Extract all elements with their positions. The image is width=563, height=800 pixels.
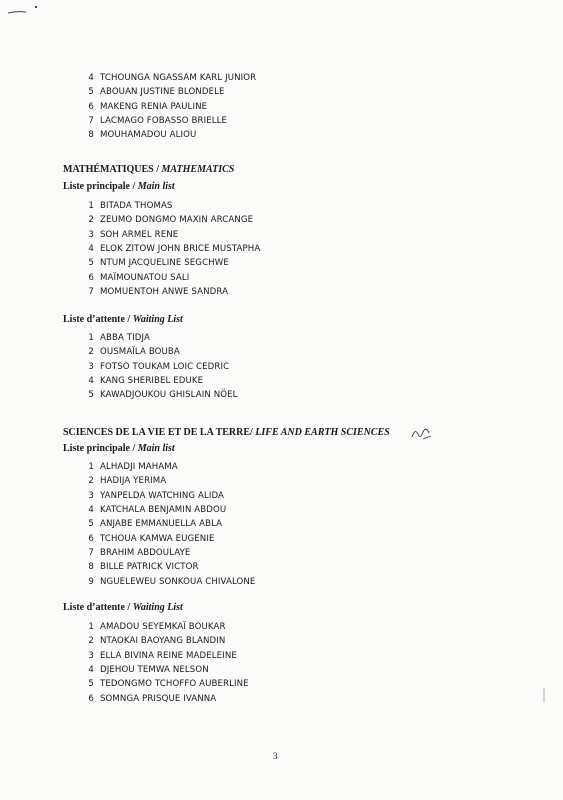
math-main-list [82, 199, 260, 299]
item-name: FOTSO TOUKAM LOIC CEDRIC [100, 361, 230, 372]
item-number: 8 [88, 562, 94, 573]
item-name: NTUM JACQUELINE SEGCHWE [100, 258, 229, 269]
item-name: ZEUMO DONGMO MAXIN ARCANGE [100, 215, 254, 226]
item-number: 5 [88, 519, 94, 530]
list-item [82, 114, 256, 128]
item-number: 1 [88, 462, 94, 472]
list-item [82, 575, 255, 589]
svt-section-title: SCIENCES DE LA VIE ET DE LA TERRE/ LIFE AND EARTH SCIENCES [63, 427, 390, 438]
item-number: 3 [88, 650, 94, 661]
item-name: SOH ARMEL RENE [100, 229, 179, 240]
item-number: 4 [88, 244, 94, 255]
list-item [82, 345, 238, 359]
list-item [82, 560, 255, 574]
item-number: 6 [88, 693, 94, 704]
list-item [82, 100, 256, 114]
list-item [82, 503, 255, 517]
svt-main-list [82, 460, 255, 589]
item-name: MOUHAMADOU ALIOU [100, 130, 197, 141]
list-item [82, 474, 255, 488]
item-number: 7 [88, 287, 94, 298]
list-item [82, 199, 260, 213]
item-name: NTAOKAI BAOYANG BLANDIN [100, 636, 226, 647]
list-item [82, 620, 249, 634]
item-name: KAWADJOUKOU GHISLAIN NÖEL [100, 390, 238, 401]
svt-waiting-list-label: Liste d’attente / Waiting List [63, 602, 183, 613]
item-number: 7 [88, 548, 94, 559]
item-name: KATCHALA BENJAMIN ABDOU [100, 505, 227, 516]
list-item [82, 374, 238, 388]
list-item [82, 692, 249, 706]
item-name: HADIJA YERIMA [100, 476, 167, 487]
item-name: AMADOU SEYEMKAÏ BOUKAR [100, 622, 226, 632]
list-item [82, 360, 238, 374]
math-main-list-label: Liste principale / Main list [63, 181, 175, 192]
list-item [82, 663, 249, 677]
item-name: TCHOUA KAMWA EUGENIE [100, 533, 215, 544]
list-item [82, 71, 256, 85]
item-number: 5 [88, 258, 94, 269]
item-name: MAÏMOUNATOU SALI [100, 272, 190, 283]
item-name: LACMAGO FOBASSO BRIELLE [100, 116, 228, 127]
item-name: OUSMAÏLA BOUBA [100, 347, 180, 358]
list-item [82, 532, 255, 546]
list-item [82, 677, 249, 691]
list-item [82, 546, 255, 560]
item-name: BITADA THOMAS [100, 201, 173, 211]
item-number: 5 [88, 87, 94, 98]
list-item [82, 128, 256, 142]
svt-main-list-label: Liste principale / Main list [63, 443, 175, 454]
item-name: ALHADJI MAHAMA [100, 462, 178, 472]
item-name: MAKENG RENIA PAULINE [100, 101, 208, 112]
item-name: DJEHOU TEMWA NELSON [100, 665, 209, 676]
item-number: 6 [88, 272, 94, 283]
item-name: BRAHIM ABDOULAYE [100, 548, 191, 559]
item-name: SOMNGA PRISQUE IVANNA [100, 693, 217, 704]
item-number: 5 [88, 390, 94, 401]
list-item [82, 460, 255, 474]
list-item [82, 271, 260, 285]
item-number: 4 [88, 505, 94, 516]
item-number: 1 [88, 622, 94, 632]
item-name: ELLA BIVINA REINE MADELEINE [100, 650, 237, 661]
handwritten-check-icon [409, 424, 435, 446]
svt-waiting-list [82, 620, 249, 706]
list-item [82, 285, 260, 299]
item-name: MOMUENTOH ANWE SANDRA [100, 287, 229, 298]
item-name: TCHOUNGA NGASSAM KARL JUNIOR [100, 73, 257, 83]
item-number: 4 [88, 73, 94, 83]
top-list [82, 71, 256, 143]
item-name: ABOUAN JUSTINE BLONDELE [100, 87, 225, 98]
list-item [82, 517, 255, 531]
item-number: 2 [88, 476, 94, 487]
item-number: 3 [88, 361, 94, 372]
item-number: 8 [88, 130, 94, 141]
scan-mark-icon [6, 2, 46, 18]
page-number: 3 [273, 751, 278, 761]
item-number: 3 [88, 229, 94, 240]
item-number: 4 [88, 665, 94, 676]
item-number: 2 [88, 636, 94, 647]
item-name: BILLE PATRICK VICTOR [100, 562, 199, 573]
item-number: 1 [88, 333, 94, 343]
item-number: 2 [88, 215, 94, 226]
item-name: ANJABE EMMANUELLA ABLA [100, 519, 223, 530]
item-number: 5 [88, 679, 94, 690]
list-item [82, 242, 260, 256]
scan-speck-icon [541, 686, 547, 706]
item-name: YANPELDA WATCHING ALIDA [100, 490, 225, 501]
item-number: 3 [88, 490, 94, 501]
math-section-title: MATHÉMATIQUES / MATHEMATICS [63, 164, 235, 175]
list-item [82, 228, 260, 242]
item-name: KANG SHERIBEL EDUKE [100, 376, 204, 387]
item-number: 7 [88, 116, 94, 127]
list-item [82, 331, 238, 345]
list-item [82, 388, 238, 402]
math-waiting-list [82, 331, 238, 403]
list-item [82, 489, 255, 503]
item-name: ELOK ZITOW JOHN BRICE MUSTAPHA [100, 244, 261, 255]
item-number: 6 [88, 101, 94, 112]
item-name: TEDONGMO TCHOFFO AUBERLINE [100, 679, 249, 690]
list-item [82, 213, 260, 227]
math-waiting-list-label: Liste d’attente / Waiting List [63, 314, 183, 325]
item-number: 1 [88, 201, 94, 211]
item-number: 9 [88, 576, 94, 587]
item-number: 6 [88, 533, 94, 544]
list-item [82, 256, 260, 270]
item-number: 2 [88, 347, 94, 358]
list-item [82, 649, 249, 663]
item-number: 4 [88, 376, 94, 387]
list-item [82, 85, 256, 99]
item-name: ABBA TIDJA [100, 333, 150, 343]
item-name: NGUELEWEU SONKOUA CHIVALONE [100, 576, 256, 587]
list-item [82, 634, 249, 648]
